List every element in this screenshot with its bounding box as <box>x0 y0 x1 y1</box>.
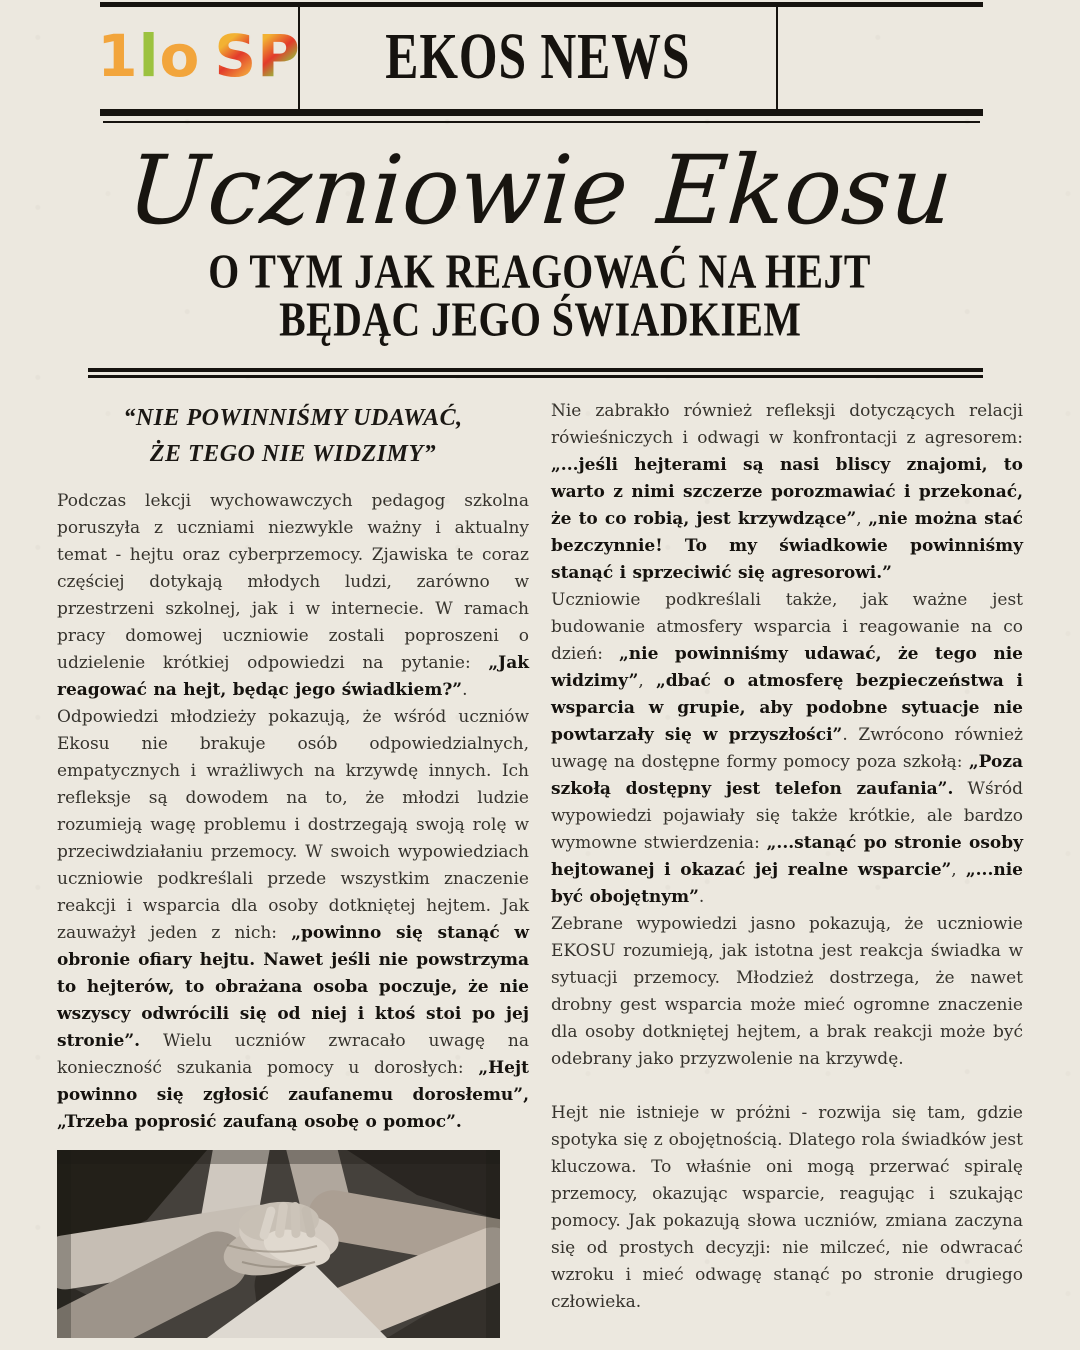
masthead <box>0 0 1080 126</box>
hands-photo-graphic <box>57 1150 500 1338</box>
headline-subtitle <box>0 244 1080 347</box>
hands-photo <box>57 1150 500 1338</box>
headline-subtitle-line1: O TYM JAK REAGOWAĆ NA HEJT <box>208 244 872 299</box>
pull-quote-line2: ŻE TEGO NIE WIDZIMY” <box>149 441 437 468</box>
paragraph: Odpowiedzi młodzieży pokazują, że wśród uczniów Ekosu nie brakuje osób odpowiedzialnych, empatycznych i wrażliwych na krzywdę innych. Ich refleksje są dowodem na to, że młodzi ludzie rozumieją wagę problemu i dostrzegają swoją rolę w przeciwdziałaniu przemocy. W swoich wypowiedziach uczniowie podkreślali przede wszystkim znaczenie reakcji i wsparcia dla osoby dotkniętej hejtem. Jak zauważył jeden z nich: „powinno się stanąć w obronie ofiary hejtu. Nawet jeśli nie powstrzyma to hejterów, to obrażana osoba poczuje, że nie wszyscy odwrócili się od niej i ktoś stoi po jej stronie”. Wielu uczniów zwracało uwagę na konieczność szukania pomocy u dorosłych: „Hejt powinno się zgłosić zaufanemu dorosłemu”, „Trzeba poprosić zaufaną osobę o pomoc”. <box>57 707 529 1133</box>
article-body <box>57 398 1023 1338</box>
headline-subtitle-line2: BĘDĄC JEGO ŚWIADKIEM <box>278 292 802 347</box>
masthead-divider-right <box>776 2 778 110</box>
paragraph: Hejt nie istnieje w próżni - rozwija się tam, gdzie spotyka się z obojętnością. Dlatego rola świadków jest kluczowa. To właśnie oni mogą przerwać spiralę przemocy, okazując wsparcie, reagując i szukając pomocy. Jak pokazują słowa uczniów, zmiana zaczyna się od prostych decyzji: nie milczeć, nie odwracać wzroku i mieć odwagę stanąć po stronie drugiego człowieka. <box>551 1103 1023 1313</box>
left-column <box>57 398 529 1338</box>
masthead-bottom-rule-thin <box>103 121 980 123</box>
paragraph: Podczas lekcji wychowawczych pedagog szkolna poruszyła z uczniami niezwykle ważny i aktualny temat - hejtu oraz cyberprzemocy. Zjawiska te coraz częściej dotykają młodych ludzi, zarówno w przestrzeni szkolnej, jak i w internecie. W ramach pracy domowej uczniowie zostali poproszeni o udzielenie krótkiej odpowiedzi na pytanie: „Jak reagować na hejt, będąc jego świadkiem?”. <box>57 491 529 701</box>
paper-title <box>300 0 776 112</box>
pull-quote-line1: “NIE POWINNIŚMY UDAWAĆ, <box>123 405 463 432</box>
school-logo: 1 l o S P <box>97 22 301 90</box>
paragraph: Zebrane wypowiedzi jasno pokazują, że uczniowie EKOSU rozumieją, jak istotna jest reakcja świadka w sytuacji przemocy. Młodzież dostrzega, że nawet drobny gest wsparcia może mieć ogromne znaczenie dla osoby dotkniętej hejtem, a brak reakcji może być odebrany jako przyzwolenie na krzywdę. <box>551 914 1023 1070</box>
pull-quote-heading <box>57 400 529 472</box>
section-divider <box>88 368 983 378</box>
right-column <box>551 398 1023 1338</box>
paper-title-text: EKOS NEWS <box>385 19 691 93</box>
masthead-bottom-rule-thick <box>100 109 983 116</box>
paragraph: Nie zabrakło również refleksji dotyczących relacji rówieśniczych i odwagi w konfrontacji z agresorem: „...jeśli hejterami są nasi bliscy znajomi, to warto z nimi szczerze porozmawiać i przekonać, że to co robią, jest krzywdzące”, „nie można stać bezczynnie! To my świadkowie powinniśmy stanąć i sprzeciwić się agresorowi.” <box>551 401 1023 584</box>
paragraph: Uczniowie podkreślali także, jak ważne jest budowanie atmosfery wsparcia i reagowanie na co dzień: „nie powinniśmy udawać, że tego nie widzimy”, „dbać o atmosferę bezpieczeństwa i wsparcia w grupie, aby podobne sytuacje nie powtarzały się w przyszłości”. Zwrócono również uwagę na dostępne formy pomocy poza szkołą: „Poza szkołą dostępny jest telefon zaufania”. Wśród wypowiedzi pojawiały się także krótkie, ale bardzo wymowne stwierdzenia: „...stanąć po stronie osoby hejtowanej i okazać jej realne wsparcie”, „...nie być obojętnym”. <box>551 590 1023 908</box>
headline-script: Uczniowie Ekosu <box>124 136 956 246</box>
